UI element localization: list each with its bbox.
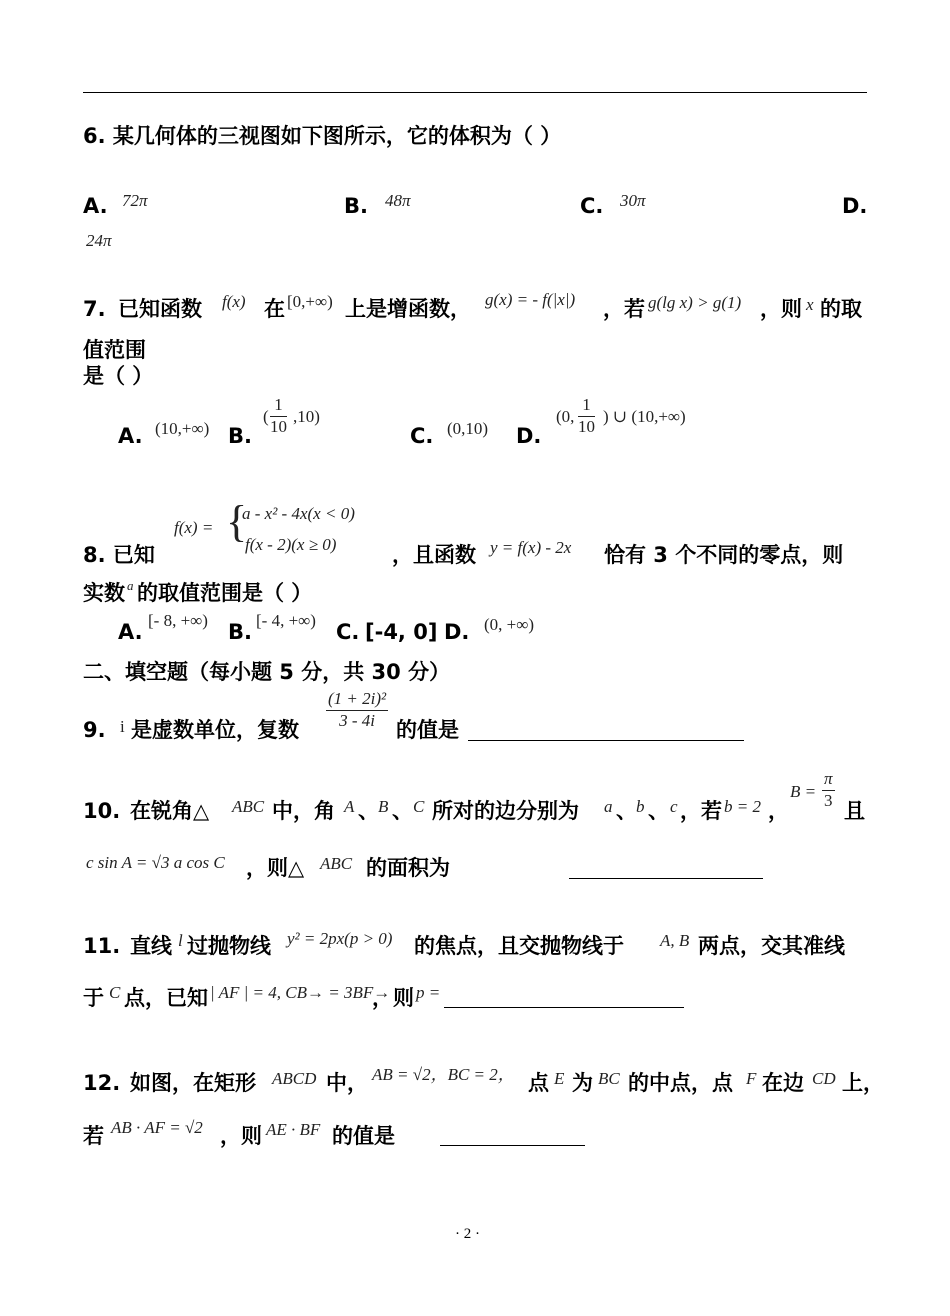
q9-answer-blank[interactable] bbox=[468, 740, 744, 741]
q6-option-d-value: 24π bbox=[86, 231, 112, 250]
q11-AB: A, B bbox=[660, 931, 690, 950]
q7-option-a-label: A. bbox=[118, 424, 143, 448]
q8-fx-label: f(x) = bbox=[174, 518, 214, 537]
q12-text-3: 点 bbox=[528, 1071, 549, 1095]
q12-text-2: 中， bbox=[326, 1071, 368, 1095]
q10-comma: ， bbox=[768, 799, 789, 823]
q6-stem: 6. 某几何体的三视图如下图所示，它的体积为（ ） bbox=[83, 124, 562, 148]
section-2-heading: 二、填空题（每小题 5 分，共 30 分） bbox=[83, 660, 451, 684]
q12-text-8: 若 bbox=[83, 1124, 104, 1148]
q7-option-d-pre: (0, bbox=[556, 407, 575, 426]
q11-number: 11. bbox=[83, 934, 121, 958]
q11-l: l bbox=[178, 931, 183, 950]
q10-sep-2: 、 bbox=[392, 799, 413, 823]
q7-text-6: 的取 bbox=[820, 297, 862, 321]
q10-b-eq: b = 2 bbox=[724, 797, 761, 816]
q8-option-c-label: C. bbox=[336, 620, 360, 644]
q7-option-c-label: C. bbox=[410, 424, 434, 448]
q11-condition: | AF | = 4, CB→ = 3BF→ bbox=[210, 983, 391, 1002]
q8-option-d-value: (0, +∞) bbox=[484, 615, 535, 634]
q7-option-d-post: ) ∪ (10,+∞) bbox=[603, 407, 686, 426]
q7-number: 7. bbox=[83, 297, 106, 321]
q8-option-d-label: D. bbox=[444, 620, 470, 644]
q11-text-4: 两点，交其准线 bbox=[698, 934, 845, 958]
q12-lengths: AB = √2，BC = 2， bbox=[372, 1065, 515, 1084]
q12-text-9: ，则 bbox=[220, 1124, 262, 1148]
q7-line-3: 是（ ） bbox=[83, 364, 154, 388]
q7-x: x bbox=[806, 295, 814, 314]
q11-C: C bbox=[109, 983, 121, 1002]
q10-c: c bbox=[670, 797, 678, 816]
q9-number: 9. bbox=[83, 718, 106, 742]
q12-abcd: ABCD bbox=[272, 1069, 317, 1088]
q10-A: A bbox=[344, 797, 355, 816]
q8-option-b-value: [- 4, +∞) bbox=[256, 611, 316, 630]
q10-B-fraction bbox=[822, 770, 835, 811]
q10-text-3: 所对的边分别为 bbox=[432, 799, 579, 823]
q11-answer-blank[interactable] bbox=[444, 1007, 684, 1008]
q8-y-func: y = f(x) - 2x bbox=[490, 538, 572, 557]
q8-piece-1: a - x² - 4x(x < 0) bbox=[242, 504, 355, 523]
q7-interval: [0,+∞) bbox=[287, 292, 333, 311]
q12-F: F bbox=[746, 1069, 757, 1088]
q9-text-1: 是虚数单位，复数 bbox=[131, 718, 299, 742]
q7-text-3: 上是增函数， bbox=[345, 297, 471, 321]
q12-dot-condition: AB · AF = √2 bbox=[111, 1118, 203, 1137]
q7-option-d-numerator: 1 bbox=[578, 396, 595, 417]
q7-option-b-post: ,10) bbox=[293, 407, 320, 426]
q10-C: C bbox=[413, 797, 425, 816]
q10-abc-2: ABC bbox=[320, 854, 353, 873]
q12-CD: CD bbox=[812, 1069, 836, 1088]
q7-option-c-value: (0,10) bbox=[447, 419, 489, 438]
q12-BC: BC bbox=[598, 1069, 620, 1088]
q8-option-a-label: A. bbox=[118, 620, 143, 644]
q7-option-b-numerator: 1 bbox=[270, 396, 287, 417]
q12-text-1: 如图，在矩形 bbox=[130, 1071, 256, 1095]
q7-text-4: ，若 bbox=[603, 297, 645, 321]
q7-text-2: 在 bbox=[264, 297, 285, 321]
q10-sep-4: 、 bbox=[648, 799, 669, 823]
q10-sep-3: 、 bbox=[616, 799, 637, 823]
q11-text-1: 直线 bbox=[130, 934, 172, 958]
q8-a: a bbox=[127, 578, 134, 593]
q7-option-b-fraction bbox=[270, 396, 287, 437]
q8-line-2b: 的取值范围是（ ） bbox=[137, 581, 313, 605]
q10-B-denominator: 3 bbox=[824, 790, 833, 810]
q10-B-numerator: π bbox=[822, 770, 835, 791]
q11-text-2: 过抛物线 bbox=[187, 934, 271, 958]
q10-text-7: 的面积为 bbox=[366, 856, 450, 880]
q8-piece-2: f(x - 2)(x ≥ 0) bbox=[245, 535, 337, 554]
q7-option-d-label: D. bbox=[516, 424, 542, 448]
q8-line-2a: 实数 bbox=[83, 581, 125, 605]
q6-option-a-label: A. bbox=[83, 194, 108, 218]
q9-text-2: 的值是 bbox=[396, 718, 459, 742]
q6-option-d-label: D. bbox=[842, 194, 868, 218]
q7-option-b-pre: ( bbox=[263, 407, 269, 426]
q6-option-b-value: 48π bbox=[385, 191, 411, 210]
q10-text-4: ，若 bbox=[680, 799, 722, 823]
q7-text-5: ，则 bbox=[760, 297, 802, 321]
q11-p: p = bbox=[416, 983, 441, 1002]
q11-text-5: 于 bbox=[83, 986, 104, 1010]
page-number: · 2 · bbox=[455, 1226, 480, 1242]
q12-answer-blank[interactable] bbox=[440, 1145, 585, 1146]
q10-B-eq: B = bbox=[790, 782, 817, 801]
top-rule bbox=[83, 92, 867, 93]
q12-number: 12. bbox=[83, 1071, 121, 1095]
q10-text-6: ，则△ bbox=[246, 856, 305, 880]
q11-text-7: ，则 bbox=[372, 986, 414, 1010]
q6-option-a-value: 72π bbox=[122, 191, 148, 210]
q12-text-6: 在边 bbox=[762, 1071, 804, 1095]
q7-option-b-denominator: 10 bbox=[270, 416, 287, 436]
q7-inequality: g(lg x) > g(1) bbox=[648, 293, 742, 312]
q12-E: E bbox=[554, 1069, 565, 1088]
q9-fraction bbox=[326, 690, 388, 731]
q6-option-c-label: C. bbox=[580, 194, 604, 218]
q12-text-10: 的值是 bbox=[332, 1124, 395, 1148]
q8-stem-start: 8. 已知 bbox=[83, 543, 155, 567]
q8-text-2: ，且函数 bbox=[392, 543, 476, 567]
q7-option-d-denominator: 10 bbox=[578, 416, 595, 436]
q8-option-c-value: [-4, 0] bbox=[365, 620, 438, 644]
q12-dot-target: AE · BF bbox=[266, 1120, 321, 1139]
q10-text-5: 且 bbox=[844, 799, 865, 823]
q7-option-d-fraction bbox=[578, 396, 595, 437]
q8-piecewise-brace: { bbox=[226, 497, 248, 546]
q10-b: b bbox=[636, 797, 645, 816]
q7-line-2: 值范围 bbox=[83, 338, 146, 362]
q12-text-5: 的中点，点 bbox=[628, 1071, 733, 1095]
q10-text-1: 在锐角△ bbox=[130, 799, 210, 823]
q9-denominator: 3 - 4i bbox=[339, 710, 375, 730]
q8-option-a-value: [- 8, +∞) bbox=[148, 611, 208, 630]
q6-option-c-value: 30π bbox=[620, 191, 646, 210]
q10-B: B bbox=[378, 797, 389, 816]
q7-g-def: g(x) = - f(|x|) bbox=[485, 290, 576, 309]
q8-option-b-label: B. bbox=[228, 620, 252, 644]
q10-number: 10. bbox=[83, 799, 121, 823]
q10-text-2: 中，角 bbox=[272, 799, 335, 823]
q10-sep-1: 、 bbox=[358, 799, 379, 823]
q11-parabola: y² = 2px(p > 0) bbox=[287, 929, 393, 948]
q10-answer-blank[interactable] bbox=[569, 878, 763, 879]
q12-text-4: 为 bbox=[572, 1071, 593, 1095]
q6-option-b-label: B. bbox=[344, 194, 368, 218]
q12-text-7: 上， bbox=[842, 1071, 884, 1095]
q11-text-6: 点，已知 bbox=[124, 986, 208, 1010]
q11-text-3: 的焦点，且交抛物线于 bbox=[414, 934, 624, 958]
q7-option-a-value: (10,+∞) bbox=[155, 419, 210, 438]
q7-option-b-label: B. bbox=[228, 424, 252, 448]
q9-i: i bbox=[120, 717, 125, 736]
q10-a: a bbox=[604, 797, 613, 816]
q10-equation: c sin A = √3 a cos C bbox=[86, 853, 225, 872]
q8-text-3: 恰有 3 个不同的零点，则 bbox=[604, 543, 844, 567]
q10-abc: ABC bbox=[232, 797, 265, 816]
q9-numerator: (1 + 2i)² bbox=[326, 690, 388, 711]
q7-fx: f(x) bbox=[222, 292, 246, 311]
q7-text-1: 已知函数 bbox=[118, 297, 202, 321]
